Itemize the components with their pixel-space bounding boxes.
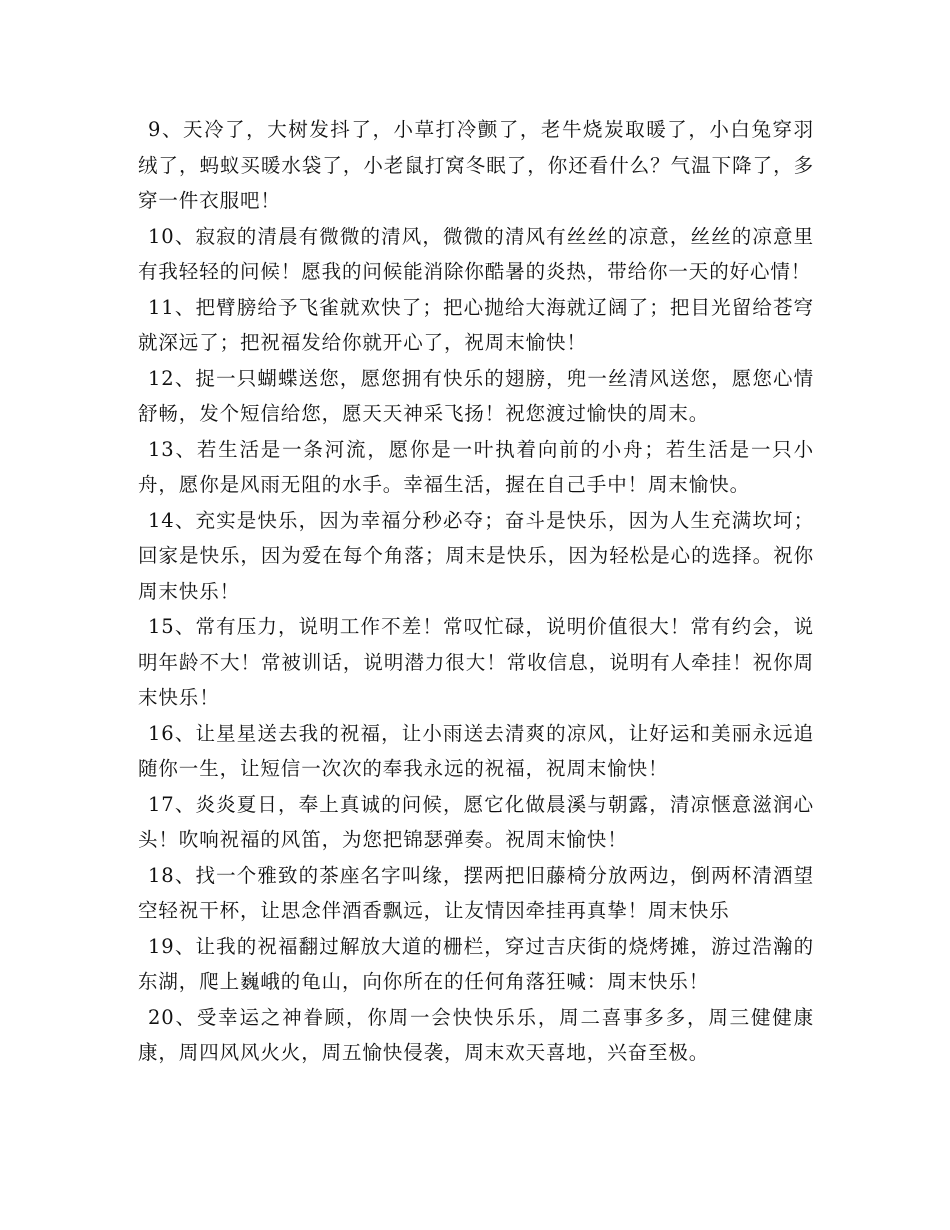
paragraph-11: 11、把臂膀给予飞雀就欢快了；把心抛给大海就辽阔了；把目光留给苍穹就深远了；把祝福发给你就开心了，祝周末愉快！ bbox=[138, 295, 814, 354]
paragraph-9: 9、天冷了，大树发抖了，小草打冷颤了，老牛烧炭取暖了，小白兔穿羽绒了，蚂蚁买暖水袋了，小老鼠打窝冬眠了，你还看什么？气温下降了，多穿一件衣服吧！ bbox=[138, 118, 814, 212]
paragraph-20: 20、受幸运之神眷顾，你周一会快快乐乐，周二喜事多多，周三健健康康，周四风风火火，周五愉快侵袭，周末欢天喜地，兴奋至极。 bbox=[138, 1005, 814, 1064]
paragraph-13: 13、若生活是一条河流，愿你是一叶执着向前的小舟；若生活是一只小舟，愿你是风雨无阻的水手。幸福生活，握在自己手中！周末愉快。 bbox=[138, 437, 814, 496]
paragraph-17: 17、炎炎夏日，奉上真诚的问候，愿它化做晨溪与朝露，清凉惬意滋润心头！吹响祝福的风笛，为您把锦瑟弹奏。祝周末愉快！ bbox=[138, 792, 814, 851]
paragraph-15: 15、常有压力，说明工作不差！常叹忙碌，说明价值很大！常有约会，说明年龄不大！常被训话，说明潜力很大！常收信息，说明有人牵挂！祝你周末快乐！ bbox=[138, 615, 814, 709]
document-body bbox=[138, 112, 814, 1071]
paragraph-16: 16、让星星送去我的祝福，让小雨送去清爽的凉风，让好运和美丽永远追随你一生，让短信一次次的奉我永远的祝福，祝周末愉快！ bbox=[138, 721, 814, 780]
paragraph-19: 19、让我的祝福翻过解放大道的栅栏，穿过吉庆街的烧烤摊，游过浩瀚的东湖，爬上巍峨的龟山，向你所在的任何角落狂喊：周末快乐！ bbox=[138, 934, 814, 993]
paragraph-18: 18、找一个雅致的茶座名字叫缘，摆两把旧藤椅分放两边，倒两杯清酒望空轻祝干杯，让思念伴酒香飘远，让友情因牵挂再真挚！周末快乐 bbox=[138, 863, 814, 922]
paragraph-14: 14、充实是快乐，因为幸福分秒必夺；奋斗是快乐，因为人生充满坎坷；回家是快乐，因为爱在每个角落；周末是快乐，因为轻松是心的选择。祝你周末快乐！ bbox=[138, 508, 814, 603]
paragraph-10: 10、寂寂的清晨有微微的清风，微微的清风有丝丝的凉意，丝丝的凉意里有我轻轻的问候！愿我的问候能消除你酷暑的炎热，带给你一天的好心情！ bbox=[138, 224, 814, 283]
paragraph-12: 12、捉一只蝴蝶送您，愿您拥有快乐的翅膀，兜一丝清风送您，愿您心情舒畅，发个短信给您，愿天天神采飞扬！祝您渡过愉快的周末。 bbox=[138, 366, 814, 425]
